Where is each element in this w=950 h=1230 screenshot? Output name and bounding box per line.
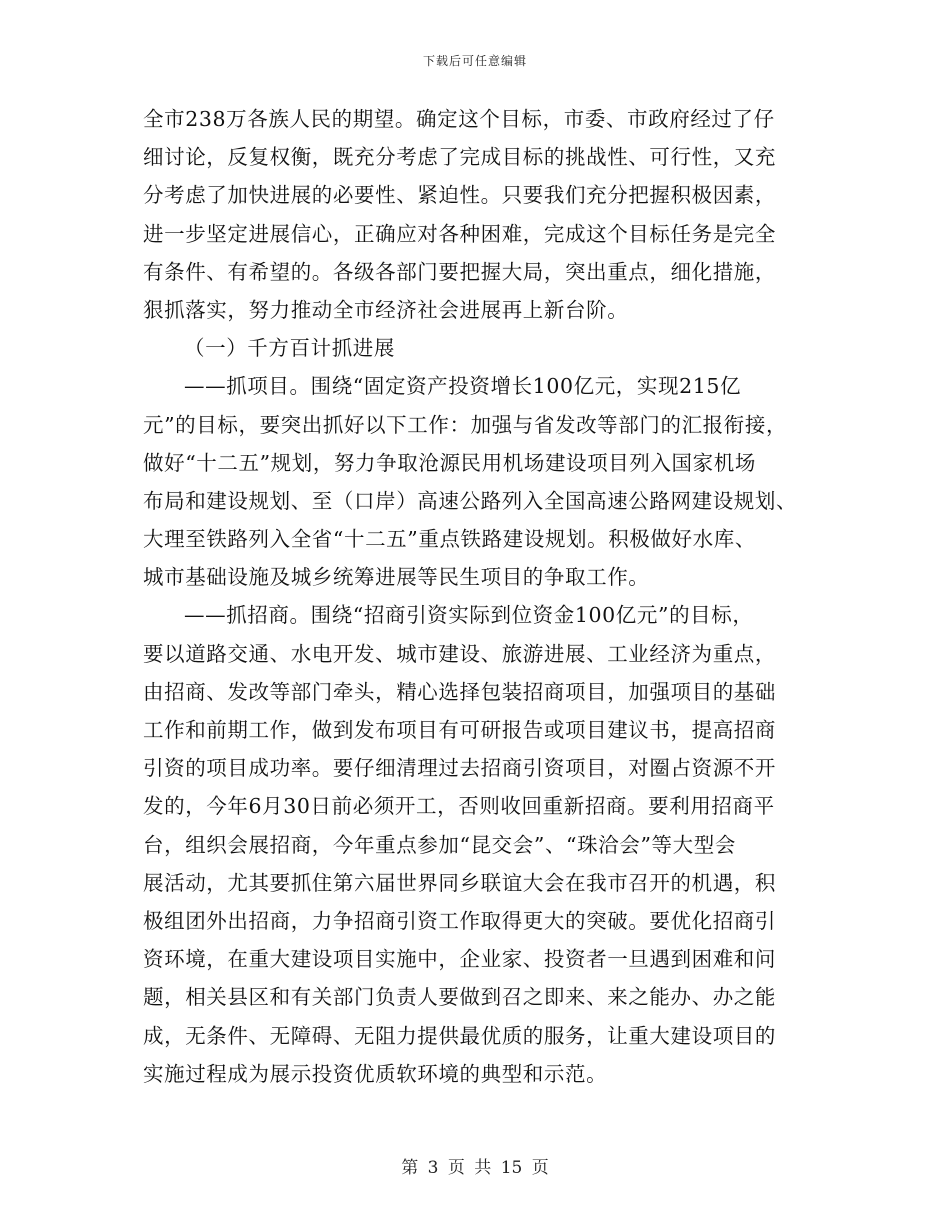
text-line: 城市基础设施及城乡统筹进展等民生项目的争取工作。 <box>143 565 650 590</box>
text-line: 要以道路交通、水电开发、城市建设、旅游进展、工业经济为重点， <box>143 641 776 666</box>
text-line: 做好“十二五”规划，努力争取沧源民用机场建设项目列入国家机场 <box>143 450 756 475</box>
text-line: 展活动，尤其要抓住第六届世界同乡联谊大会在我市召开的机遇，积 <box>143 870 776 895</box>
text-line: 由招商、发改等部门牵头，精心选择包装招商项目，加强项目的基础 <box>143 679 776 704</box>
text-line: 细讨论，反复权衡，既充分考虑了完成目标的挑战性、可行性，又充 <box>143 145 776 170</box>
text-line: 分考虑了加快进展的必要性、紧迫性。只要我们充分把握积极因素， <box>143 183 776 208</box>
text-line: 元”的目标，要突出抓好以下工作：加强与省发改等部门的汇报衔接， <box>143 412 788 437</box>
text-line: 发的，今年6月30日前必须开工，否则收回重新招商。要利用招商平 <box>143 794 775 819</box>
text-line: 布局和建设规划、至（口岸）高速公路列入全国高速公路网建设规划、 <box>143 488 798 513</box>
text-line: ——抓招商。围绕“招商引资实际到位资金100亿元”的目标， <box>184 603 754 628</box>
text-line: 引资的项目成功率。要仔细清理过去招商引资项目，对圈占资源不开 <box>143 756 776 781</box>
text-line: 狠抓落实，努力推动全市经济社会进展再上新台阶。 <box>143 297 629 322</box>
page-number-footer: 第 3 页 共 15 页 <box>401 1158 549 1178</box>
text-line: 台，组织会展招商，今年重点参加“昆交会”、“珠洽会”等大型会 <box>143 832 736 857</box>
text-line: 进一步坚定进展信心，正确应对各种困难，完成这个目标任务是完全 <box>143 221 776 246</box>
text-line: 资环境，在重大建设项目实施中，企业家、投资者一旦遇到困难和问 <box>143 947 776 972</box>
text-line: 有条件、有希望的。各级各部门要把握大局，突出重点，细化措施， <box>143 259 776 284</box>
text-line: 大理至铁路列入全省“十二五”重点铁路建设规划。积极做好水库、 <box>143 527 756 552</box>
text-line: 实施过程成为展示投资优质软环境的典型和示范。 <box>143 1061 608 1086</box>
text-line: 极组团外出招商，力争招商引资工作取得更大的突破。要优化招商引 <box>143 908 776 933</box>
text-line: （一）千方百计抓进展 <box>184 336 395 361</box>
text-line: 工作和前期工作，做到发布项目有可研报告或项目建议书，提高招商 <box>143 718 776 742</box>
text-line: 题，相关县区和有关部门负责人要做到召之即来、来之能办、办之能 <box>143 985 776 1010</box>
page-header: 下载后可任意编辑 <box>422 54 527 68</box>
document-body <box>143 100 809 1093</box>
text-line: 全市238万各族人民的期望。确定这个目标，市委、市政府经过了仔 <box>143 107 775 131</box>
text-line: 成，无条件、无障碍、无阻力提供最优质的服务，让重大建设项目的 <box>143 1023 776 1048</box>
text-line: ——抓项目。围绕“固定资产投资增长100亿元，实现215亿 <box>184 374 742 399</box>
